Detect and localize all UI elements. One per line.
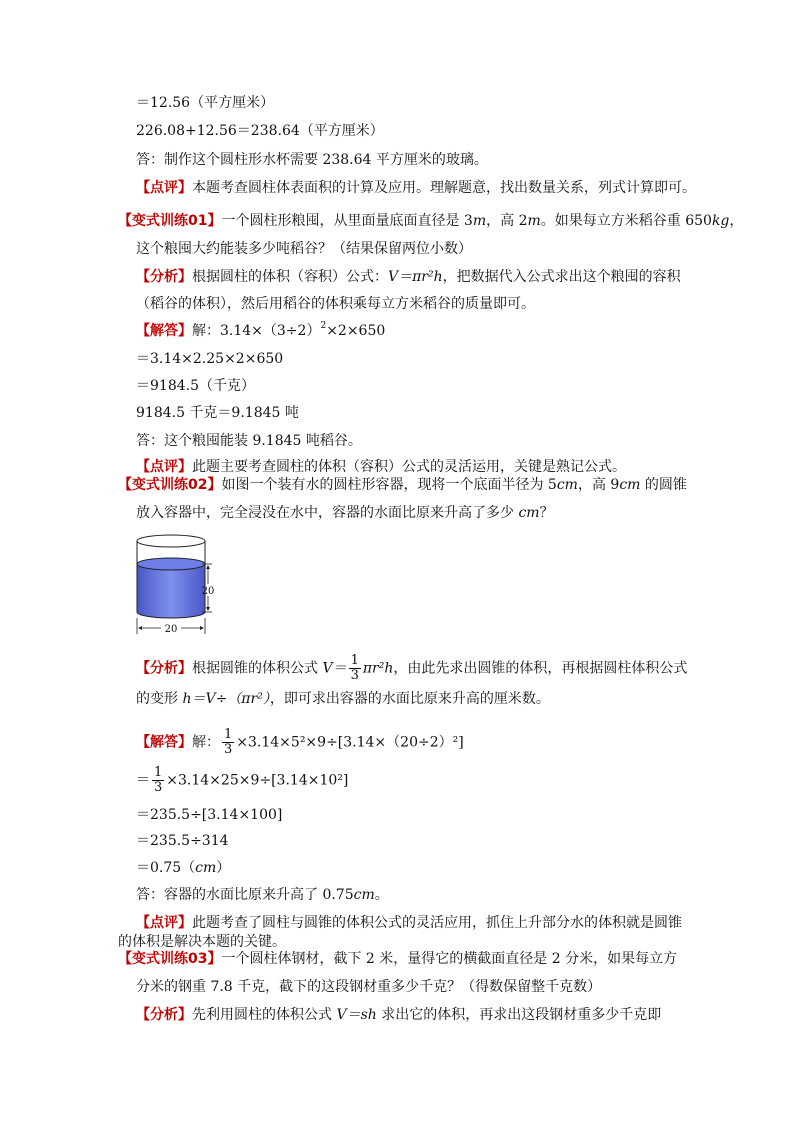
answer-text: 解： [192,734,220,751]
step-line [136,766,348,795]
analysis-line [136,268,681,286]
step-text: ＝0.75（ [136,860,196,876]
fraction-one-third [152,766,164,795]
analysis-text: 先利用圆柱的体积公式 [192,1007,337,1023]
step-line: ＝235.5÷[3.14×100] [136,807,283,823]
text-line: 226.08+12.56＝238.64（平方厘米） [136,123,384,139]
analysis-line [136,654,687,683]
question-text: ，高 2 [486,213,528,229]
comment-text: 本题考查圆柱体表面积的计算及应用。理解题意，找出数量关系，列式计算即可。 [192,180,696,196]
comment-line [136,179,696,197]
formula: V＝πr²h [388,269,443,285]
step-line: 答：这个粮囤能装 9.1845 吨稻谷。 [136,433,362,449]
analysis-text: 的变形 [136,691,183,707]
analysis-line [136,690,550,708]
analysis-text: 求出它的体积，再求出这段钢材重多少千克即 [376,1007,662,1023]
unit: m [472,213,487,229]
unit: cm [518,505,540,521]
question-text: 。如果每立方米稻谷重 650 [540,213,712,229]
answer-tag: 【解答】 [136,734,192,751]
text-line: 答：制作这个圆柱形水杯需要 238.64 平方厘米的玻璃。 [136,152,488,168]
comment-line [136,914,682,932]
step-line [136,886,389,904]
analysis-tag: 【分析】 [136,269,192,285]
cylinder-container-figure [134,530,214,636]
step-line: ＝3.14×2.25×2×650 [136,351,284,367]
fraction-denominator: 3 [154,780,163,795]
analysis-text: 根据圆柱的体积（容积）公式： [192,269,388,285]
comment-tag: 【点评】 [136,915,192,931]
answer-tag: 【解答】 [136,323,192,339]
water-body [137,564,205,618]
question-tag: 【变式训练01】 [118,213,222,229]
unit: cm [195,860,217,876]
answer-line [136,728,464,757]
analysis-line [136,1006,661,1024]
question-03 [118,950,677,968]
fraction-one-third [222,728,234,757]
answer-text: 解：3.14×（3÷2） [192,323,321,339]
exponent: 2 [320,321,327,331]
question-text: 分米的钢重 7.8 千克，截下的这段钢材重多少千克？（得数保留整千克数） [136,979,602,995]
question-text: 放入容器中，完全浸没在水中，容器的水面比原来升高了多少 [136,505,519,521]
width-label: 20 [164,624,178,635]
analysis-text: 根据圆锥的体积公式 [192,660,323,677]
unit: cm [556,477,578,493]
analysis-text: ，即可求出容器的水面比原来升高的厘米数。 [269,691,550,707]
step-line: ＝9184.5（千克） [136,378,255,394]
fraction-numerator: 1 [154,765,163,780]
fraction-denominator: 3 [350,668,359,683]
answer-text: ×2×650 [326,323,386,339]
unit: kg [711,213,730,229]
question-text: 如图一个装有水的圆柱形容器，现将一个底面半径为 5 [221,477,557,493]
formula: πr²h [362,660,394,677]
unit: cm [353,887,375,903]
water-surface [137,558,205,570]
text-line: ＝12.56（平方厘米） [136,95,275,111]
comment-text: 此题考查了圆柱与圆锥的体积公式的灵活应用，抓住上升部分水的体积就是圆锥 [192,915,682,931]
fraction-numerator: 1 [350,653,359,668]
comment-text: 此题主要考查圆柱的体积（容积）公式的灵活运用，关键是熟记公式。 [192,459,626,475]
step-text: ） [216,860,231,876]
unit: m [527,213,541,229]
step-text: 。 [374,887,389,903]
analysis-tag: 【分析】 [136,1007,192,1023]
fraction-one-third [349,654,361,683]
question-text: ， [729,213,744,229]
analysis-tag: 【分析】 [136,660,192,677]
formula: h＝V÷（πr²） [182,691,270,707]
comment-line [136,458,626,476]
question-text: ，高 9 [577,477,620,493]
question-text: ？ [539,505,554,521]
question-text: 的圆锥 [640,477,687,493]
answer-line [136,322,385,340]
fraction-denominator: 3 [224,742,233,757]
step-text: ×3.14×25×9÷[3.14×10²] [166,772,349,789]
unit: cm [619,477,641,493]
cylinder-top [137,535,205,547]
question-line [136,504,554,522]
question-02 [118,476,687,494]
step-line: ＝235.5÷314 [136,833,229,849]
question-text: 一个圆柱体钢材，截下 2 米，量得它的横截面直径是 2 分米，如果每立方 [221,951,678,967]
step-text: ＝ [136,772,150,789]
formula: V＝sh [336,1007,377,1023]
question-01 [118,212,743,230]
step-line [136,859,230,877]
analysis-text: ，由此先求出圆锥的体积，再根据圆柱体积公式 [393,660,688,677]
formula: V＝ [322,660,347,677]
height-label: 20 [201,586,214,597]
step-line: 9184.5 千克＝9.1845 吨 [136,405,299,421]
comment-text: 的体积是解决本题的关键。 [118,934,286,950]
step-text: 答：容器的水面比原来升高了 0.75 [136,887,354,903]
question-text: 这个粮囤大约能装多少吨稻谷？（结果保留两位小数） [136,241,472,257]
fraction-numerator: 1 [224,727,233,742]
question-tag: 【变式训练02】 [118,477,222,493]
analysis-text: ，把数据代入公式求出这个粮囤的容积 [442,269,681,285]
question-tag: 【变式训练03】 [118,951,222,967]
answer-text: ×3.14×5²×9÷[3.14×（20÷2）²] [236,734,464,751]
analysis-text: （稻谷的体积），然后用稻谷的体积乘每立方米稻谷的质量即可。 [136,296,535,312]
comment-tag: 【点评】 [136,180,192,196]
comment-tag: 【点评】 [136,459,192,475]
question-text: 一个圆柱形粮囤，从里面量底面直径是 3 [221,213,473,229]
